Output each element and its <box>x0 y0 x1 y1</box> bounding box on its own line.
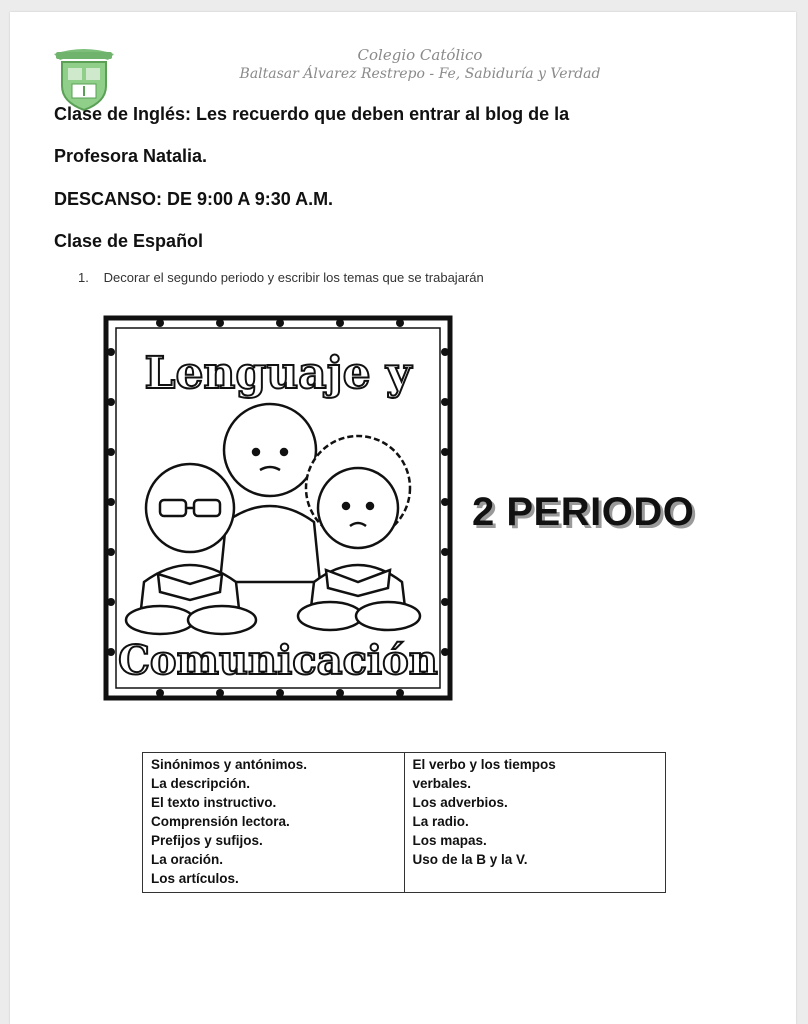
list-item: Prefijos y sufijos. <box>151 833 263 848</box>
school-motto: Baltasar Álvarez Restrepo - Fe, Sabiduría y Verdad <box>239 66 601 82</box>
spanish-class-heading: Clase de Español <box>54 231 204 251</box>
school-header <box>210 46 630 82</box>
item-number: 1. <box>78 270 89 285</box>
illustration-title-top: Lenguaje y <box>144 348 412 399</box>
list-item: Los adverbios. <box>412 795 508 810</box>
topics-left-column <box>143 753 405 893</box>
list-item: Uso de la B y la V. <box>412 852 528 867</box>
table-row <box>143 753 666 893</box>
list-item: La radio. <box>412 814 469 829</box>
illustration-title-bottom: Comunicación <box>118 637 438 684</box>
school-name: Colegio Católico <box>357 46 483 64</box>
list-item: Sinónimos y antónimos. <box>151 757 308 772</box>
list-item: La descripción. <box>151 776 251 791</box>
break-schedule: DESCANSO: DE 9:00 A 9:30 A.M. <box>54 189 334 209</box>
list-item: El verbo y los tiempos verbales. <box>412 757 556 791</box>
topics-table <box>142 752 666 893</box>
list-item: Los artículos. <box>151 871 239 886</box>
list-item: La oración. <box>151 852 224 867</box>
english-class-note-cont: Profesora Natalia. <box>54 146 208 166</box>
list-item: Comprensión lectora. <box>151 814 290 829</box>
coloring-illustration <box>100 312 456 704</box>
list-item: Los mapas. <box>412 833 487 848</box>
period-label: 2 PERIODO <box>472 490 695 534</box>
list-item: El texto instructivo. <box>151 795 277 810</box>
topics-right-column <box>404 753 666 893</box>
english-class-note: Clase de Inglés: Les recuerdo que deben entrar al blog de la <box>54 104 570 124</box>
instruction-item <box>78 270 484 285</box>
school-shield-logo <box>48 46 120 112</box>
item-text: Decorar el segundo periodo y escribir los temas que se trabajarán <box>103 270 484 285</box>
